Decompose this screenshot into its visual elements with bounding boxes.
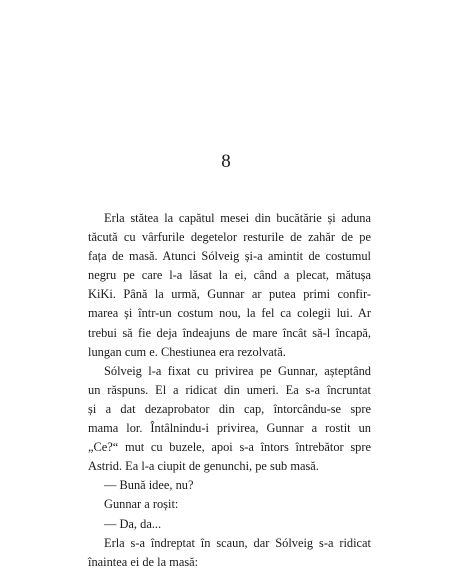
text-line: marea și într-un costum nou, la fel ca colegii lui. Ar (88, 306, 371, 321)
text-line: un răspuns. El a ridicat din umeri. Ea s-a încruntat (88, 382, 371, 397)
text-line: trebui să fie deja îndeajuns de mare încât să-l încapă, (88, 325, 371, 340)
text-line: KiKi. Până la urmă, Gunnar ar putea primi confir- (88, 287, 371, 302)
text-line: Erla s-a îndreptat în scaun, dar Sólveig s-a ridicat (104, 535, 371, 550)
text-line: lungan cum e. Chestiunea era rezolvată. (88, 344, 286, 359)
paragraph (88, 515, 371, 534)
paragraph (88, 362, 371, 477)
dialogue-line: — Da, da... (104, 516, 162, 531)
text-line: înaintea ei de la masă: (88, 554, 199, 569)
text-line: Gunnar a roșit: (104, 497, 179, 512)
text-line: Astrid. Ea l-a ciupit de genunchi, pe sub masă. (88, 459, 319, 474)
text-line: „Ce?“ mut cu buzele, apoi s-a întors întrebător spre (88, 440, 371, 455)
chapter-number: 8 (221, 151, 231, 172)
dialogue-line: — Bună idee, nu? (104, 478, 194, 493)
text-line: mama lor. Întâlnindu-i privirea, Gunnar a rostit un (88, 421, 371, 436)
text-line: Sólveig l-a fixat cu privirea pe Gunnar, așteptând (104, 363, 371, 378)
text-line: fața de masă. Atunci Sólveig și-a amintit de costumul (88, 249, 371, 264)
text-line: tăcută cu vârfurile degetelor resturile de zahăr de pe (88, 230, 371, 245)
body-text (88, 209, 371, 572)
paragraph (88, 209, 371, 362)
paragraph (88, 534, 371, 572)
text-line: și a dat dezaprobator din cap, întorcându-se spre (88, 401, 371, 416)
paragraph (88, 476, 371, 495)
text-line: negru pe care l-a lăsat la ei, când a plecat, mătușa (88, 268, 371, 283)
paragraph (88, 495, 371, 514)
text-line: Erla stătea la capătul mesei din bucătărie și aduna (104, 211, 371, 225)
